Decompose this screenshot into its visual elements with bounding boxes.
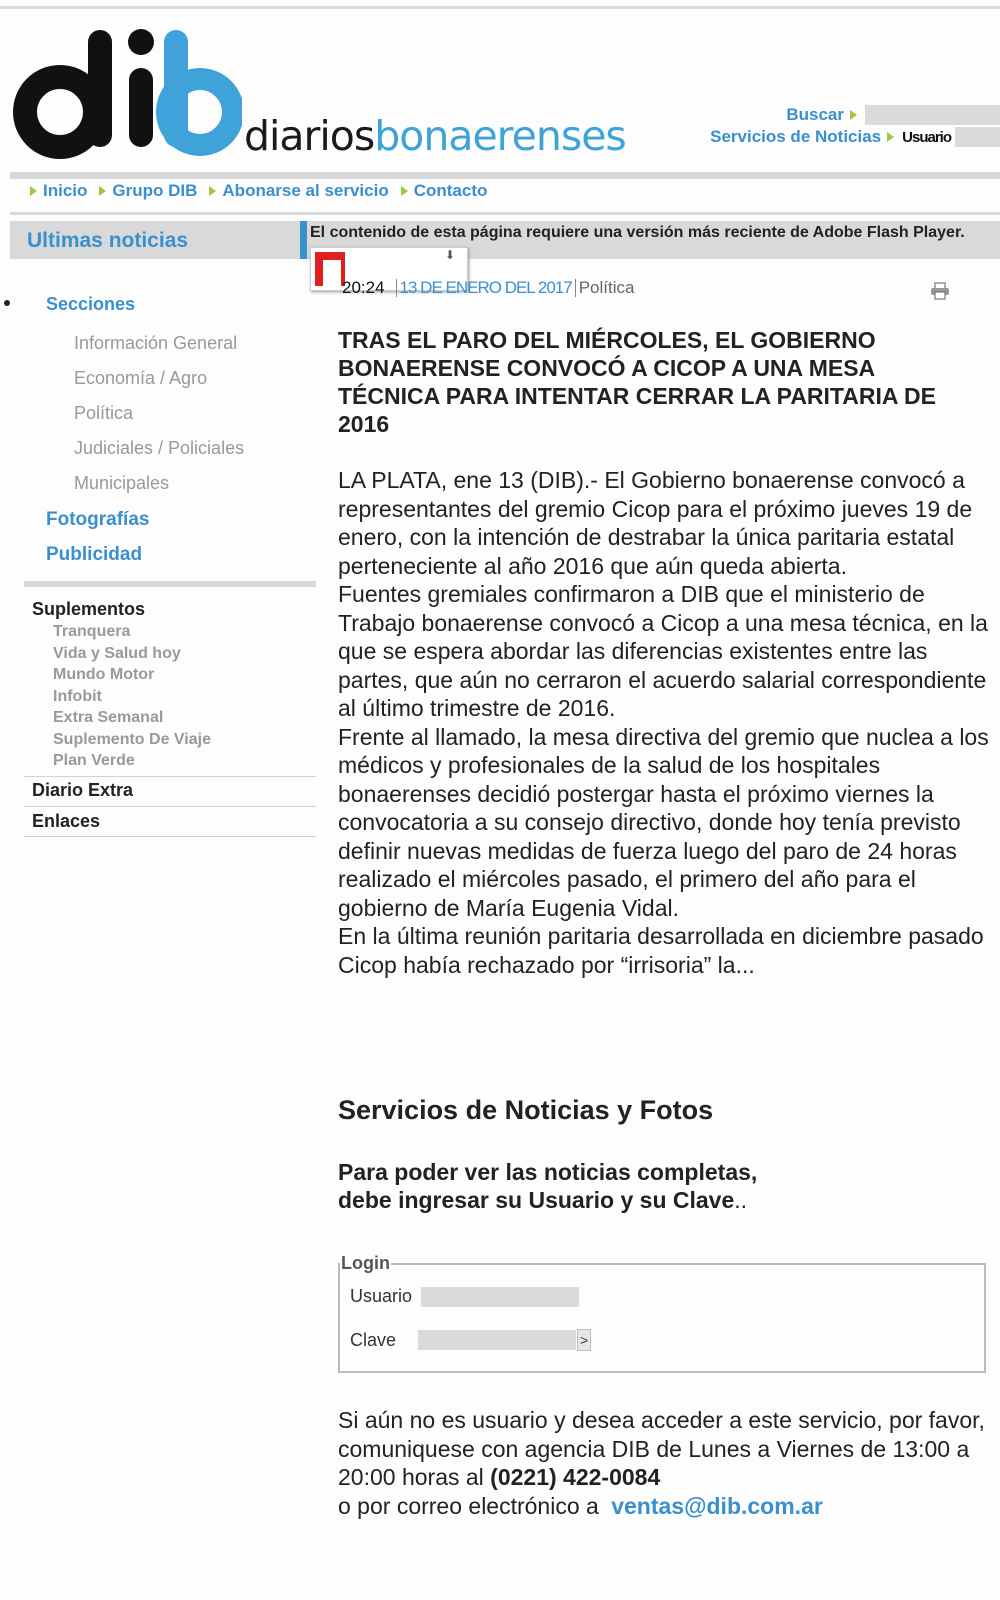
ultimas-noticias-title[interactable]: Ultimas noticias <box>27 229 189 252</box>
contact-info <box>338 1406 994 1520</box>
contact-email-prefix: o por correo electrónico a <box>338 1492 599 1519</box>
nav-label: Grupo DIB <box>112 181 198 200</box>
sidebar-item-judiciales[interactable]: Judiciales / Policiales <box>74 438 245 458</box>
article-meta <box>342 278 634 298</box>
services-heading: Servicios de Noticias y Fotos <box>338 1095 714 1125</box>
notice-line-2-bold: debe ingresar su Usuario y su Clave <box>338 1187 735 1213</box>
tagline-diarios: diarios <box>244 112 375 160</box>
user-label: Usuario <box>902 128 951 146</box>
download-arrow-icon: ⬇ <box>445 248 456 262</box>
contact-phone: (0221) 422-0084 <box>490 1464 661 1490</box>
flash-logo-inner <box>323 260 341 288</box>
username-input[interactable] <box>421 1287 579 1307</box>
flash-notice-text: El contenido de esta página requiere una versión más reciente de Adobe Flash Player. <box>310 224 965 241</box>
suplemento-de-viaje[interactable]: Suplemento De Viaje <box>53 731 211 748</box>
nav-divider <box>10 212 1000 215</box>
dib-logo[interactable] <box>12 24 242 164</box>
triangle-right-icon <box>209 186 216 196</box>
username-row <box>350 1286 579 1307</box>
triangle-right-icon <box>850 110 857 120</box>
meta-separator <box>396 279 397 297</box>
triangle-right-icon <box>99 186 106 196</box>
flash-accent <box>300 221 307 259</box>
sidebar-separator <box>24 836 316 837</box>
suplemento-infobit[interactable]: Infobit <box>53 688 102 705</box>
suplementos-heading[interactable]: Suplementos <box>32 599 146 619</box>
nav-label: Contacto <box>413 181 488 200</box>
nav-label: Abonarse al servicio <box>222 181 389 200</box>
article-paragraph: Fuentes gremiales confirmaron a DIB que el ministerio de Trabajo bonaerense convocó a Cicop a una mesa técnica, en la que se espera abordar las diferencias existentes entre las partes, que aún no cerraron el acuerdo salarial correspondiente al último trimestre de 2016. <box>338 581 988 721</box>
main-nav <box>30 180 499 202</box>
search-row <box>710 104 1000 126</box>
login-legend: Login <box>341 1253 390 1273</box>
login-submit-button[interactable]: > <box>577 1329 591 1351</box>
sidebar-item-municipales[interactable]: Municipales <box>74 473 170 493</box>
article-paragraph: LA PLATA, ene 13 (DIB).- El Gobierno bonaerense convocó a representantes del gremio Cicop para el próximo jueves 19 de enero, con la intención de destrabar la única paritaria estatal perteneciente al año 2016 que aún queda abierta. <box>338 467 973 579</box>
nav-item-abonarse[interactable] <box>209 181 388 201</box>
notice-line-1: Para poder ver las noticias completas, <box>338 1159 758 1185</box>
nav-label: Inicio <box>43 181 88 200</box>
triangle-right-icon <box>30 186 37 196</box>
sidebar-item-informacion-general[interactable]: Información General <box>74 333 238 353</box>
login-required-notice <box>338 1158 988 1214</box>
secciones-heading[interactable]: Secciones <box>46 294 136 314</box>
article-date: 13 DE ENERO DEL 2017 <box>399 278 572 297</box>
article-paragraph: En la última reunión paritaria desarrollada en diciembre pasado Cicop había rechazado por “irrisoria” la... <box>338 923 984 978</box>
top-user-input[interactable] <box>955 127 1000 147</box>
suplemento-extra-semanal[interactable]: Extra Semanal <box>53 709 164 726</box>
meta-separator <box>575 279 576 297</box>
contact-email-link[interactable]: ventas@dib.com.ar <box>611 1492 823 1519</box>
nav-item-contacto[interactable] <box>401 181 488 201</box>
password-input[interactable] <box>418 1330 576 1350</box>
article-title: TRAS EL PARO DEL MIÉRCOLES, EL GOBIERNO BONAERENSE CONVOCÓ A CICOP A UNA MESA TÉCNICA PARA INTENTAR CERRAR LA PARITARIA DE 2016 <box>338 327 936 437</box>
article-body <box>338 466 994 979</box>
article-paragraph: Frente al llamado, la mesa directiva del gremio que nuclea a los médicos y profesionales de la salud de los hospitales bonaerenses decidió postergar hasta el próximo viernes la convocatoria a su consejo directivo, donde hoy tenía previsto definir nuevas medidas de fuerza luego del paro de 24 horas realizado el miércoles pasado, el primero del año para el gobierno de María Eugenia Vidal. <box>338 723 989 921</box>
tagline <box>244 112 626 160</box>
contact-text: Si aún no es usuario y desea acceder a este servicio, por favor, comuniquese con agencia DIB de Lunes a Viernes de 13:00 a 20:00 horas al <box>338 1407 985 1490</box>
login-form <box>338 1253 986 1373</box>
search-link[interactable]: Buscar <box>786 105 844 124</box>
suplemento-tranquera[interactable]: Tranquera <box>53 623 131 640</box>
nav-item-inicio[interactable] <box>30 181 87 201</box>
sidebar-separator <box>24 806 316 807</box>
sidebar-item-politica[interactable]: Política <box>74 403 134 423</box>
header-divider <box>10 172 1000 179</box>
sidebar-diario-extra[interactable]: Diario Extra <box>32 780 134 800</box>
sidebar-enlaces[interactable]: Enlaces <box>32 811 101 831</box>
suplemento-mundo-motor[interactable]: Mundo Motor <box>53 666 155 683</box>
ultimas-noticias-bar <box>10 221 300 259</box>
top-border <box>0 6 1000 9</box>
list-bullet <box>4 300 10 306</box>
nav-item-grupo-dib[interactable] <box>99 181 197 201</box>
top-links <box>710 104 1000 148</box>
article-time: 20:24 <box>342 278 385 297</box>
password-row <box>350 1329 591 1351</box>
notice-line-2 <box>338 1186 988 1214</box>
password-label: Clave <box>350 1329 397 1350</box>
search-input[interactable] <box>865 105 1000 125</box>
notice-line-2-tail: .. <box>734 1187 748 1213</box>
triangle-right-icon <box>887 132 894 142</box>
username-label: Usuario <box>350 1286 413 1306</box>
triangle-right-icon <box>401 186 408 196</box>
sidebar-divider <box>24 581 316 587</box>
article-category[interactable]: Política <box>578 278 635 297</box>
suplemento-vida-salud[interactable]: Vida y Salud hoy <box>53 645 181 662</box>
suplemento-plan-verde[interactable]: Plan Verde <box>53 752 135 769</box>
printer-icon[interactable] <box>930 282 950 305</box>
services-link[interactable]: Servicios de Noticias <box>710 127 882 146</box>
sidebar-publicidad[interactable]: Publicidad <box>46 544 143 565</box>
tagline-bonaerenses: bonaerenses <box>374 112 626 160</box>
sidebar-item-economia-agro[interactable]: Economía / Agro <box>74 368 208 388</box>
sidebar-fotografias[interactable]: Fotografías <box>46 509 150 530</box>
services-row <box>710 126 1000 148</box>
sidebar-separator <box>24 776 316 777</box>
